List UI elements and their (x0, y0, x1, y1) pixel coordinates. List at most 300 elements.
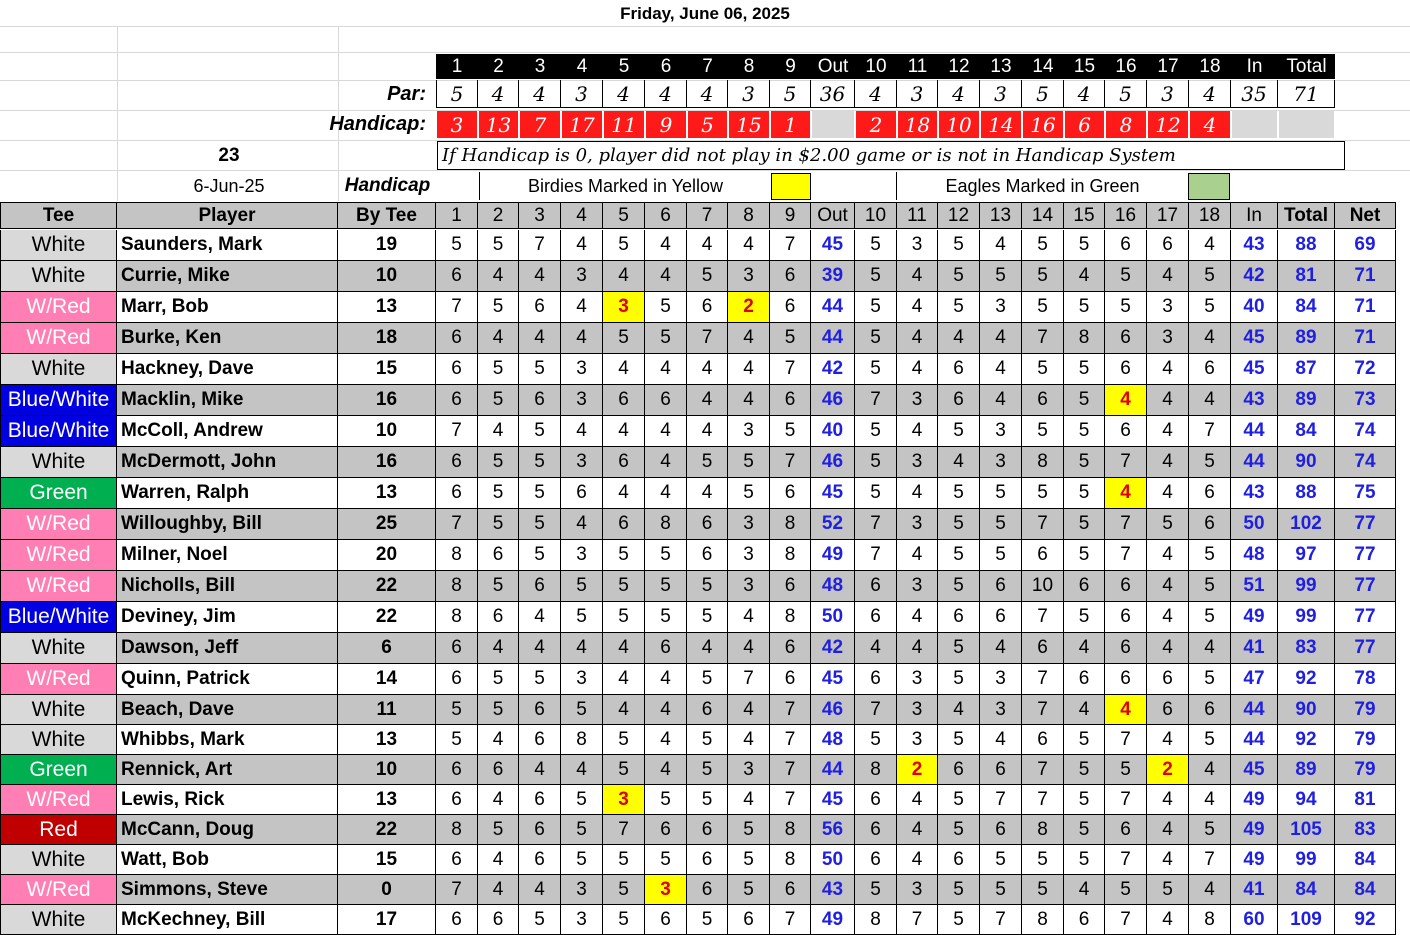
hole-score: 4 (478, 725, 519, 755)
total-score: 42 (811, 354, 855, 385)
total-score: 77 (1335, 540, 1396, 571)
hole-score: 5 (603, 571, 645, 602)
hole-score: 5 (1064, 509, 1105, 540)
hole-score: 7 (1022, 509, 1064, 540)
hole-score: 6 (687, 845, 728, 875)
total-score: 71 (1335, 292, 1396, 323)
player-handicap: 13 (338, 725, 436, 755)
total-score: 74 (1335, 416, 1396, 447)
hole-score: 3 (728, 261, 770, 292)
hole-score: 6 (1022, 633, 1064, 664)
hole-score: 4 (728, 695, 770, 725)
hole-header: 14 (1022, 54, 1064, 79)
tee-cell: White (0, 695, 117, 725)
hole-score: 4 (728, 323, 770, 354)
hole-score: 5 (980, 509, 1022, 540)
hole-score: 5 (603, 323, 645, 354)
player-handicap: 18 (338, 323, 436, 354)
hole-score: 5 (478, 815, 519, 845)
total-score: 74 (1335, 447, 1396, 478)
hole-score: 7 (1022, 695, 1064, 725)
hole-score: 6 (436, 354, 478, 385)
hole-score: 5 (603, 875, 645, 905)
hole-score: 5 (1064, 230, 1105, 261)
hole-score: 7 (436, 416, 478, 447)
hole-score: 6 (1064, 664, 1105, 695)
hole-score: 4 (561, 230, 603, 261)
handicap-value: 15 (729, 111, 769, 138)
hole-score: 5 (1189, 261, 1231, 292)
hole-score: 5 (687, 571, 728, 602)
hole-score: 5 (728, 875, 770, 905)
hole-score: 4 (519, 323, 561, 354)
hole-score: 6 (436, 845, 478, 875)
column-header: Net (1335, 202, 1396, 229)
hole-score: 4 (728, 602, 770, 633)
hole-score: 6 (938, 354, 980, 385)
hole-score: 4 (1189, 385, 1231, 416)
hole-score: 5 (1147, 875, 1189, 905)
hole-score: 6 (1105, 815, 1147, 845)
hole-score: 6 (980, 571, 1022, 602)
hole-score: 5 (1189, 571, 1231, 602)
total-score: 87 (1278, 354, 1335, 385)
hole-score: 5 (687, 725, 728, 755)
total-score: 99 (1278, 571, 1335, 602)
column-header: 18 (1189, 202, 1231, 229)
total-score: 40 (1231, 292, 1278, 323)
hole-score: 4 (687, 385, 728, 416)
group-number: 23 (218, 145, 240, 166)
hole-score: 6 (436, 447, 478, 478)
hole-score: 6 (561, 478, 603, 509)
hole-score: 5 (1064, 385, 1105, 416)
hole-score: 3 (561, 354, 603, 385)
hole-score: 5 (728, 447, 770, 478)
hole-score: 3 (897, 695, 938, 725)
hole-score: 7 (687, 323, 728, 354)
hole-score: 4 (1189, 755, 1231, 785)
hole-score: 3 (980, 292, 1022, 323)
hole-score: 5 (687, 664, 728, 695)
hole-score: 3 (561, 447, 603, 478)
hole-score: 7 (1105, 905, 1147, 935)
player-handicap: 14 (338, 664, 436, 695)
hole-score: 8 (645, 509, 687, 540)
handicap-value: 9 (646, 111, 686, 138)
hole-score: 8 (1022, 447, 1064, 478)
hole-score: 4 (687, 416, 728, 447)
column-header: 17 (1147, 202, 1189, 229)
par-value: 4 (645, 80, 687, 108)
hole-score: 5 (561, 602, 603, 633)
hole-score: 5 (1064, 815, 1105, 845)
hole-score: 5 (645, 785, 687, 815)
hole-score: 3 (561, 875, 603, 905)
hole-score: 6 (1105, 323, 1147, 354)
player-handicap: 13 (338, 292, 436, 323)
hole-score: 4 (519, 875, 561, 905)
hole-score: 5 (855, 725, 897, 755)
hole-score: 4 (728, 725, 770, 755)
hole-score: 6 (1189, 695, 1231, 725)
hole-score: 5 (855, 354, 897, 385)
total-score: 50 (1231, 509, 1278, 540)
hole-score: 5 (687, 602, 728, 633)
total-score: 50 (811, 845, 855, 875)
player-handicap: 22 (338, 571, 436, 602)
hole-score: 6 (1189, 478, 1231, 509)
hole-score: 7 (1022, 602, 1064, 633)
player-handicap: 10 (338, 261, 436, 292)
player-name: Warren, Ralph (117, 478, 338, 509)
total-score: 99 (1278, 845, 1335, 875)
column-header: In (1231, 202, 1278, 229)
total-score: 79 (1335, 695, 1396, 725)
par-value: 4 (519, 80, 561, 108)
hole-header: 16 (1105, 54, 1147, 79)
par-value: 3 (980, 80, 1022, 108)
hole-header: 1 (436, 54, 478, 79)
hole-score: 6 (478, 602, 519, 633)
hole-score: 6 (1022, 725, 1064, 755)
total-score: 69 (1335, 230, 1396, 261)
player-name: Quinn, Patrick (117, 664, 338, 695)
hole-score: 6 (519, 815, 561, 845)
column-header: 14 (1022, 202, 1064, 229)
player-name: Hackney, Dave (117, 354, 338, 385)
handicap-note: If Handicap is 0, player did not play in $2.00 game or is not in Handicap System (437, 141, 1345, 170)
hole-score: 4 (478, 785, 519, 815)
hole-score: 6 (519, 785, 561, 815)
hole-score: 3 (897, 571, 938, 602)
player-name: McKechney, Bill (117, 905, 338, 935)
hole-score: 5 (1105, 755, 1147, 785)
hole-score: 6 (770, 571, 811, 602)
player-name: Marr, Bob (117, 292, 338, 323)
par-value: 4 (687, 80, 728, 108)
hole-score: 4 (1147, 540, 1189, 571)
par-value: 3 (728, 80, 770, 108)
hole-header: 12 (938, 54, 980, 79)
birdies-legend-text: Birdies Marked in Yellow (479, 172, 771, 200)
total-score: 77 (1335, 633, 1396, 664)
player-name: Saunders, Mark (117, 230, 338, 261)
hole-score: 5 (645, 602, 687, 633)
player-handicap: 0 (338, 875, 436, 905)
total-score: 90 (1278, 447, 1335, 478)
column-header: Tee (0, 202, 117, 229)
hole-score: 4 (897, 845, 938, 875)
hole-score: 5 (519, 478, 561, 509)
hole-score: 3 (897, 509, 938, 540)
par-value: 4 (855, 80, 897, 108)
hole-score: 7 (1022, 785, 1064, 815)
total-score: 49 (811, 540, 855, 571)
hole-score: 7 (770, 695, 811, 725)
hole-score: 6 (855, 602, 897, 633)
tee-cell: White (0, 845, 117, 875)
hole-header: 11 (897, 54, 938, 79)
birdie-score: 2 (1147, 755, 1189, 785)
handicap-value: 14 (981, 111, 1021, 138)
hole-score: 5 (980, 845, 1022, 875)
hole-score: 5 (478, 354, 519, 385)
tee-cell: White (0, 633, 117, 664)
hole-score: 6 (1189, 509, 1231, 540)
hole-header: 13 (980, 54, 1022, 79)
hole-score: 7 (1105, 540, 1147, 571)
hole-score: 6 (436, 261, 478, 292)
player-handicap: 13 (338, 785, 436, 815)
total-score: 46 (811, 695, 855, 725)
player-handicap: 19 (338, 230, 436, 261)
total-score: 71 (1335, 261, 1396, 292)
column-header: By Tee (338, 202, 436, 229)
hole-score: 4 (897, 261, 938, 292)
par-value: 4 (1064, 80, 1105, 108)
hole-score: 3 (728, 416, 770, 447)
total-score: 89 (1278, 755, 1335, 785)
hole-score: 8 (770, 815, 811, 845)
player-name: McDermott, John (117, 447, 338, 478)
hole-header: 7 (687, 54, 728, 79)
player-name: Beach, Dave (117, 695, 338, 725)
hole-score: 4 (1147, 725, 1189, 755)
column-header: 1 (436, 202, 478, 229)
handicap-label: Handicap: (329, 112, 426, 135)
total-score: 97 (1278, 540, 1335, 571)
hole-score: 5 (603, 905, 645, 935)
total-score: 60 (1231, 905, 1278, 935)
hole-score: 7 (1022, 664, 1064, 695)
tee-cell: W/Red (0, 509, 117, 540)
hole-score: 4 (897, 602, 938, 633)
hole-score: 4 (897, 540, 938, 571)
hole-score: 6 (436, 385, 478, 416)
handicap-value: 5 (688, 111, 727, 138)
hole-score: 4 (687, 633, 728, 664)
hole-score: 5 (519, 447, 561, 478)
hole-score: 4 (603, 478, 645, 509)
total-score: 39 (811, 261, 855, 292)
hole-score: 3 (1147, 323, 1189, 354)
hole-header: 10 (855, 54, 897, 79)
handicap-value: 10 (939, 111, 979, 138)
hole-score: 6 (980, 755, 1022, 785)
hole-score: 5 (436, 725, 478, 755)
column-header: 10 (855, 202, 897, 229)
hole-score: 7 (770, 354, 811, 385)
hole-score: 5 (1064, 447, 1105, 478)
player-name: Rennick, Art (117, 755, 338, 785)
hole-score: 5 (938, 571, 980, 602)
hole-score: 3 (897, 875, 938, 905)
player-name: Dawson, Jeff (117, 633, 338, 664)
hole-score: 5 (728, 845, 770, 875)
hole-score: 5 (1022, 230, 1064, 261)
hole-score: 6 (770, 385, 811, 416)
hole-score: 5 (1189, 815, 1231, 845)
player-handicap: 20 (338, 540, 436, 571)
total-score: 89 (1278, 385, 1335, 416)
column-header: 9 (770, 202, 811, 229)
total-score: 84 (1278, 292, 1335, 323)
hole-score: 6 (1022, 385, 1064, 416)
hole-score: 4 (687, 354, 728, 385)
column-header: 4 (561, 202, 603, 229)
hole-score: 6 (519, 385, 561, 416)
hole-score: 6 (1105, 664, 1147, 695)
hole-score: 5 (603, 725, 645, 755)
hole-score: 7 (603, 815, 645, 845)
total-score: 43 (1231, 230, 1278, 261)
hole-score: 6 (1064, 571, 1105, 602)
hole-score: 6 (645, 385, 687, 416)
total-score: 41 (1231, 875, 1278, 905)
total-score: 45 (811, 478, 855, 509)
hole-score: 4 (1064, 633, 1105, 664)
birdie-score: 4 (1105, 385, 1147, 416)
hole-score: 4 (603, 416, 645, 447)
round-date: 6-Jun-25 (193, 175, 265, 196)
birdie-score: 2 (728, 292, 770, 323)
total-score: 78 (1335, 664, 1396, 695)
player-handicap: 22 (338, 602, 436, 633)
column-header: 15 (1064, 202, 1105, 229)
hole-score: 6 (770, 875, 811, 905)
hole-score: 5 (603, 230, 645, 261)
tee-cell: White (0, 447, 117, 478)
player-handicap: 16 (338, 447, 436, 478)
hole-score: 5 (478, 509, 519, 540)
handicap-value: 8 (1106, 111, 1146, 138)
par-value: 71 (1278, 80, 1335, 108)
hole-header: 3 (519, 54, 561, 79)
hole-score: 7 (770, 230, 811, 261)
hole-score: 6 (1105, 416, 1147, 447)
par-value: 4 (603, 80, 645, 108)
hole-score: 5 (938, 875, 980, 905)
hole-score: 6 (728, 905, 770, 935)
hole-score: 4 (603, 695, 645, 725)
hole-score: 5 (1189, 602, 1231, 633)
hole-score: 3 (561, 664, 603, 695)
hole-score: 5 (1064, 785, 1105, 815)
hole-header: In (1231, 54, 1278, 79)
hole-score: 7 (1105, 845, 1147, 875)
hole-score: 4 (897, 416, 938, 447)
hole-score: 5 (1022, 261, 1064, 292)
sheet-title: Friday, June 06, 2025 (620, 4, 790, 23)
hole-score: 4 (728, 785, 770, 815)
hole-score: 6 (687, 695, 728, 725)
hole-score: 7 (770, 755, 811, 785)
hole-score: 4 (980, 323, 1022, 354)
hole-score: 6 (1105, 633, 1147, 664)
hole-score: 6 (603, 385, 645, 416)
player-name: Nicholls, Bill (117, 571, 338, 602)
hole-score: 3 (728, 755, 770, 785)
hole-score: 5 (519, 540, 561, 571)
total-score: 44 (811, 292, 855, 323)
hole-score: 4 (645, 354, 687, 385)
total-score: 43 (1231, 478, 1278, 509)
total-score: 77 (1335, 509, 1396, 540)
column-header: 11 (897, 202, 938, 229)
hole-score: 5 (1105, 875, 1147, 905)
hole-score: 8 (770, 602, 811, 633)
hole-score: 8 (1022, 815, 1064, 845)
hole-score: 5 (561, 815, 603, 845)
hole-score: 4 (561, 509, 603, 540)
hole-score: 7 (770, 905, 811, 935)
player-name: Watt, Bob (117, 845, 338, 875)
hole-score: 4 (561, 755, 603, 785)
total-score: 48 (811, 725, 855, 755)
tee-cell: Green (0, 755, 117, 785)
handicap-value: 1 (771, 111, 810, 138)
total-score: 40 (811, 416, 855, 447)
total-score: 42 (1231, 261, 1278, 292)
hole-score: 6 (1147, 664, 1189, 695)
tee-cell: White (0, 905, 117, 935)
player-name: McColl, Andrew (117, 416, 338, 447)
hole-score: 4 (519, 261, 561, 292)
hole-score: 7 (855, 385, 897, 416)
tee-cell: White (0, 261, 117, 292)
hole-score: 6 (855, 845, 897, 875)
par-value: 4 (478, 80, 519, 108)
hole-score: 7 (519, 230, 561, 261)
hole-score: 7 (1105, 725, 1147, 755)
hole-score: 6 (1105, 354, 1147, 385)
hole-score: 6 (436, 905, 478, 935)
player-name: Whibbs, Mark (117, 725, 338, 755)
hole-score: 3 (561, 905, 603, 935)
hole-score: 5 (687, 447, 728, 478)
hole-score: 6 (980, 602, 1022, 633)
hole-score: 6 (687, 815, 728, 845)
hole-score: 5 (436, 695, 478, 725)
hole-score: 8 (855, 755, 897, 785)
hole-score: 5 (478, 571, 519, 602)
hole-score: 7 (980, 905, 1022, 935)
total-score: 41 (1231, 633, 1278, 664)
hole-score: 5 (938, 292, 980, 323)
tee-cell: White (0, 725, 117, 755)
tee-cell: White (0, 354, 117, 385)
hole-score: 3 (728, 540, 770, 571)
hole-score: 4 (728, 385, 770, 416)
hole-score: 7 (1105, 447, 1147, 478)
tee-cell: White (0, 230, 117, 261)
hole-score: 4 (1147, 478, 1189, 509)
hole-score: 4 (1147, 602, 1189, 633)
total-score: 99 (1278, 602, 1335, 633)
hole-score: 3 (897, 447, 938, 478)
handicap-value: 7 (520, 111, 560, 138)
hole-score: 5 (645, 845, 687, 875)
total-score: 52 (811, 509, 855, 540)
total-score: 89 (1278, 323, 1335, 354)
par-value: 5 (1105, 80, 1147, 108)
hole-score: 5 (1189, 540, 1231, 571)
hole-score: 5 (938, 261, 980, 292)
hole-score: 7 (1105, 785, 1147, 815)
hole-score: 6 (1064, 905, 1105, 935)
hole-score: 3 (897, 385, 938, 416)
